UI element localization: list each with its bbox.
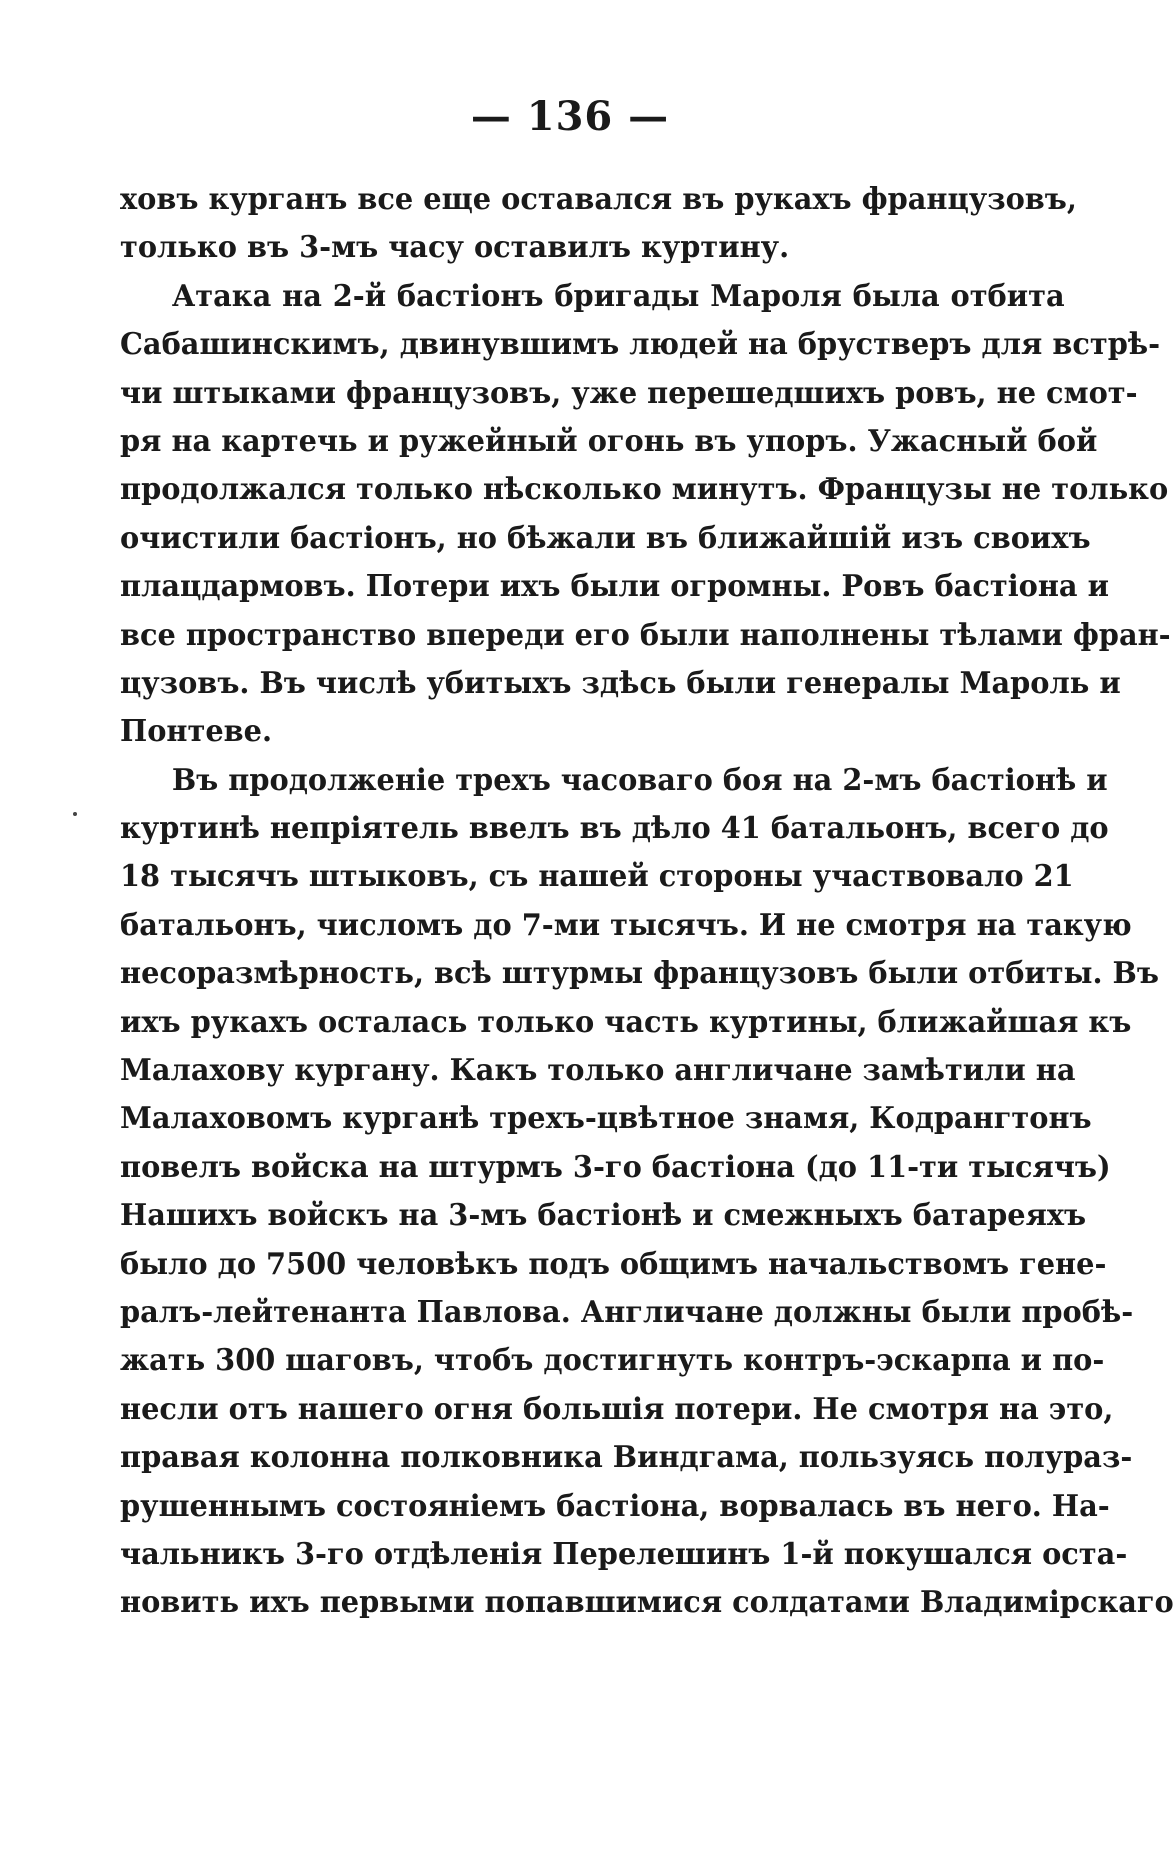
text-line: чи штыками французовъ, уже перешедшихъ ровъ, не смот- xyxy=(120,375,1138,411)
text-line: только въ 3-мъ часу оставилъ куртину. xyxy=(120,230,790,266)
text-line: Малахову кургану. Какъ только англичане замѣтили на xyxy=(120,1053,1076,1089)
text-line: жать 300 шаговъ, чтобъ достигнуть контръ-эскарпа и по- xyxy=(120,1343,1105,1379)
text-line: ралъ-лейтенанта Павлова. Англичане должны были пробѣ- xyxy=(120,1294,1134,1330)
text-line: чальникъ 3-го отдѣленія Перелешинъ 1-й покушался оста- xyxy=(120,1536,1128,1572)
text-line: Въ продолженіе трехъ часоваго боя на 2-мъ бастіонѣ и xyxy=(171,762,1108,798)
text-line: ихъ рукахъ осталась только часть куртины, ближайшая къ xyxy=(120,1004,1132,1040)
text-line: новить ихъ первыми попавшимися солдатами Владимірскаго xyxy=(120,1585,1174,1621)
body-text xyxy=(120,176,1174,1628)
text-line: было до 7500 человѣкъ подъ общимъ начальствомъ гене- xyxy=(120,1246,1107,1282)
page-number: — 136 — xyxy=(470,93,670,140)
text-line: все пространство впереди его были наполнены тѣлами фран- xyxy=(120,617,1171,653)
text-line: 18 тысячъ штыковъ, съ нашей стороны участвовало 21 xyxy=(120,859,1074,895)
text-line: Малаховомъ курганѣ трехъ-цвѣтное знамя, Кодрангтонъ xyxy=(120,1101,1092,1137)
text-line: ховъ курганъ все еще оставался въ рукахъ французовъ, xyxy=(120,182,1077,217)
text-line: несли отъ нашего огня большія потери. Не смотря на это, xyxy=(120,1391,1114,1427)
text-line: правая колонна полковника Виндгама, пользуясь полураз- xyxy=(120,1440,1133,1476)
text-line: очистили бастіонъ, но бѣжали въ ближайшій изъ своихъ xyxy=(120,520,1091,556)
text-line: цузовъ. Въ числѣ убитыхъ здѣсь были генералы Мароль и xyxy=(120,665,1121,701)
text-line: ря на картечь и ружейный огонь въ упоръ. Ужасный бой xyxy=(120,423,1098,459)
text-line: куртинѣ непріятель ввелъ въ дѣло 41 батальонъ, всего до xyxy=(120,811,1109,847)
text-line: Сабашинскимъ, двинувшимъ людей на брустверъ для встрѣ- xyxy=(120,327,1161,363)
margin-speck xyxy=(73,812,77,816)
text-line: повелъ войска на штурмъ 3-го бастіона (до 11-ти тысячъ) xyxy=(120,1149,1111,1185)
text-line: рушеннымъ состояніемъ бастіона, ворвалась въ него. На- xyxy=(120,1488,1110,1524)
text-line: плацдармовъ. Потери ихъ были огромны. Ровъ бастіона и xyxy=(120,569,1109,605)
text-line: Понтеве. xyxy=(120,714,273,750)
text-line: продолжался только нѣсколько минутъ. Французы не только xyxy=(120,472,1169,508)
text-line: Атака на 2-й бастіонъ бригады Мароля была отбита xyxy=(171,278,1065,314)
text-line: несоразмѣрность, всѣ штурмы французовъ были отбиты. Въ xyxy=(120,956,1160,992)
text-line: Нашихъ войскъ на 3-мъ бастіонѣ и смежныхъ батареяхъ xyxy=(120,1198,1087,1234)
text-line: батальонъ, числомъ до 7-ми тысячъ. И не смотря на такую xyxy=(120,907,1132,943)
